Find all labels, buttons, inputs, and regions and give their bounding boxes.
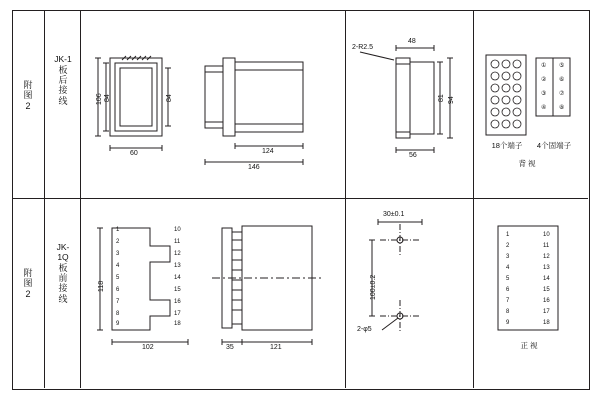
row1-left-label-char-2: 图 — [23, 90, 33, 101]
row2-front-pin-r12: 12 — [174, 251, 181, 257]
row2-left-label-char-3: 2 — [25, 288, 31, 299]
row1-dim-84-b: 84 — [166, 94, 173, 102]
row2-front-pin-l4: 4 — [116, 263, 120, 269]
row1-dim-94: 94 — [448, 96, 455, 104]
row1-term-r1c1: ① — [541, 63, 547, 69]
row1-dim-r25: 2-R2.5 — [352, 44, 374, 51]
row2-term-r13: 13 — [543, 265, 550, 271]
row2-term-l2: 2 — [506, 243, 510, 249]
row2-term-l5: 5 — [506, 276, 510, 282]
row2-term-r10: 10 — [543, 232, 550, 238]
row1-type-char-3: 后 — [58, 75, 68, 86]
row1-dim-56: 56 — [409, 152, 417, 159]
row2-front-pin-l9: 9 — [116, 321, 120, 327]
row1-term-r2c2: ⑥ — [559, 77, 565, 83]
row1-term-r4c2: ⑧ — [559, 105, 565, 111]
row2-front-pin-r18: 18 — [174, 321, 181, 327]
row2-front-pin-l5: 5 — [116, 275, 120, 281]
row2-left-label — [21, 268, 35, 299]
row2-term-l7: 7 — [506, 298, 510, 304]
row2-front-pin-l1: 1 — [116, 227, 120, 233]
row2-term-r16: 16 — [543, 298, 550, 304]
row2-front-pin-r13: 13 — [174, 263, 181, 269]
row2-term-r15: 15 — [543, 287, 550, 293]
row1-dim-81: 81 — [438, 94, 445, 102]
row2-left-label-char-2: 图 — [23, 278, 33, 289]
row2-front-pin-r16: 16 — [174, 299, 181, 305]
row2-front-pin-l6: 6 — [116, 287, 120, 293]
row2-term-r14: 14 — [543, 276, 550, 282]
row1-left-label-char-1: 附 — [23, 80, 33, 90]
row1-dim-84-a: 84 — [104, 94, 111, 102]
row2-terminal-caption-bottom: 正 视 — [520, 341, 538, 350]
row1-dim-60: 60 — [130, 150, 138, 157]
row2-type-char-2: 板 — [58, 262, 68, 273]
row1-dim-106: 106 — [96, 93, 103, 105]
row1-terminal-caption-bottom: 背 视 — [518, 159, 536, 168]
row1-type-char-5: 线 — [58, 95, 68, 106]
row2-front-pin-r11: 11 — [174, 239, 181, 245]
row1-dim-124: 124 — [262, 148, 274, 155]
row2-type-label — [53, 243, 73, 304]
row1-type-char-2: 板 — [58, 64, 68, 75]
row2-front-pin-l7: 7 — [116, 299, 120, 305]
row1-type-char-4: 接 — [58, 85, 68, 96]
row2-dim-102: 102 — [142, 344, 154, 351]
row1-term-r3c1: ③ — [541, 91, 547, 97]
row1-left-label-char-3: 2 — [25, 100, 31, 111]
row1-term-r2c1: ② — [541, 77, 547, 83]
row2-dim-118: 118 — [98, 280, 105, 292]
row2-type-char-1: JK-1Q — [56, 242, 70, 262]
row2-term-l4: 4 — [506, 265, 510, 271]
row2-term-l1: 1 — [506, 232, 510, 238]
row2-dim-35: 35 — [226, 344, 234, 351]
row1-term-r1c2: ⑤ — [559, 63, 565, 69]
row2-front-pin-l2: 2 — [116, 239, 120, 245]
row2-term-r12: 12 — [543, 254, 550, 260]
row2-left-label-char-1: 附 — [23, 268, 33, 278]
row2-front-pin-l3: 3 — [116, 251, 120, 257]
row1-terminal-caption-left: 18个端子 — [491, 141, 523, 150]
row2-term-l6: 6 — [506, 287, 510, 293]
row2-term-r18: 18 — [543, 320, 550, 326]
row2-type-char-4: 接 — [58, 283, 68, 294]
row2-front-pin-r15: 15 — [174, 287, 181, 293]
row2-term-l8: 8 — [506, 309, 510, 315]
row2-type-char-5: 线 — [58, 293, 68, 304]
row2-term-l9: 9 — [506, 320, 510, 326]
row2-front-pin-r14: 14 — [174, 275, 181, 281]
row1-dim-146: 146 — [248, 164, 260, 171]
row2-dim-100: 100±0.2 — [370, 274, 377, 300]
row2-front-pin-r17: 17 — [174, 311, 181, 317]
row2-term-r11: 11 — [543, 243, 550, 249]
row2-front-pin-l8: 8 — [116, 311, 120, 317]
row2-term-r17: 17 — [543, 309, 550, 315]
row1-term-r3c2: ⑦ — [559, 91, 565, 97]
row2-dim-30: 30±0.1 — [383, 211, 405, 218]
row2-front-pin-r10: 10 — [174, 227, 181, 233]
row1-type-char-1: JK-1 — [54, 54, 72, 64]
row2-dim-phi5: 2-φ5 — [357, 326, 372, 333]
row2-type-char-3: 前 — [58, 272, 68, 283]
row2-term-l3: 3 — [506, 254, 510, 260]
row1-dim-48: 48 — [408, 38, 416, 45]
row1-terminal-caption-right: 4个固端子 — [536, 141, 572, 150]
row1-term-r4c1: ④ — [541, 105, 547, 111]
row2-dim-121: 121 — [270, 344, 282, 351]
